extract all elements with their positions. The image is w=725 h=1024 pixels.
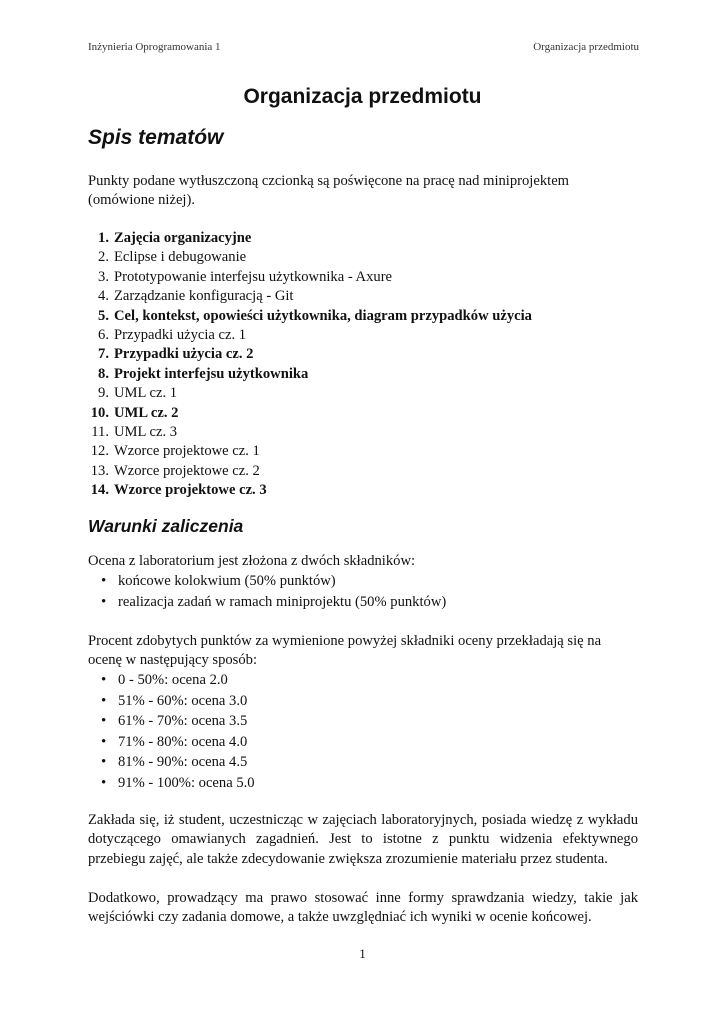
page-number: 1 bbox=[359, 946, 366, 961]
page-title: Organizacja przedmiotu bbox=[243, 85, 482, 108]
topic-number: 7. bbox=[98, 346, 109, 363]
topic-number: 10. bbox=[90, 404, 109, 421]
bullet-icon: • bbox=[101, 692, 107, 709]
topic-number: 6. bbox=[98, 327, 109, 344]
topic-item bbox=[88, 345, 532, 364]
bullet-text: 71% - 80%: ocena 4.0 bbox=[118, 733, 248, 750]
bullet-text: 51% - 60%: ocena 3.0 bbox=[118, 692, 248, 709]
topic-text: Zajęcia organizacyjne bbox=[114, 230, 252, 246]
topic-item bbox=[88, 365, 532, 384]
topic-number: 14. bbox=[90, 482, 109, 499]
topic-item bbox=[88, 462, 532, 481]
topic-text: Projekt interfejsu użytkownika bbox=[114, 365, 309, 382]
bullet-icon: • bbox=[101, 774, 107, 791]
bullet-text: 91% - 100%: ocena 5.0 bbox=[118, 774, 255, 791]
topic-number: 13. bbox=[90, 462, 109, 479]
grading-heading: Warunki zaliczenia bbox=[88, 516, 244, 536]
bullet-text: końcowe kolokwium (50% punktów) bbox=[118, 573, 336, 589]
topic-text: Przypadki użycia cz. 1 bbox=[114, 327, 247, 344]
topic-item bbox=[88, 481, 532, 500]
bullet-icon: • bbox=[101, 672, 107, 688]
bullet-text: 61% - 70%: ocena 3.5 bbox=[118, 713, 248, 730]
topic-number: 4. bbox=[98, 288, 109, 305]
topic-text: UML cz. 2 bbox=[114, 404, 179, 421]
topic-item bbox=[88, 307, 532, 326]
topic-text: Wzorce projektowe cz. 2 bbox=[114, 462, 260, 479]
topic-text: Prototypowanie interfejsu użytkownika - Axure bbox=[114, 268, 393, 285]
bullet-item bbox=[88, 732, 255, 753]
bullet-icon: • bbox=[101, 593, 107, 610]
bullet-item bbox=[88, 592, 446, 613]
topic-text: Wzorce projektowe cz. 1 bbox=[114, 443, 260, 460]
topic-number: 2. bbox=[98, 249, 109, 266]
topic-text: Przypadki użycia cz. 2 bbox=[114, 346, 254, 363]
bullet-item bbox=[88, 571, 446, 592]
bullet-text: 81% - 90%: ocena 4.5 bbox=[118, 754, 248, 771]
topic-item bbox=[88, 326, 532, 345]
topic-text: Eclipse i debugowanie bbox=[114, 249, 247, 266]
grading-intro: Ocena z laboratorium jest złożona z dwóch składników: bbox=[88, 553, 416, 569]
bullet-icon: • bbox=[101, 713, 107, 730]
topic-number: 12. bbox=[90, 443, 109, 460]
bullet-item bbox=[88, 711, 255, 732]
topic-item bbox=[88, 442, 532, 461]
topic-item bbox=[88, 384, 532, 403]
topic-text: UML cz. 1 bbox=[114, 385, 178, 402]
topic-number: 1. bbox=[98, 230, 109, 246]
topic-text: Wzorce projektowe cz. 3 bbox=[114, 482, 267, 499]
bullet-item bbox=[88, 670, 255, 691]
topic-item bbox=[88, 229, 532, 248]
topic-item bbox=[88, 248, 532, 267]
topic-item bbox=[88, 423, 532, 442]
running-header-right: Organizacja przedmiotu bbox=[533, 41, 639, 53]
topic-number: 9. bbox=[98, 385, 109, 402]
bullet-icon: • bbox=[101, 754, 107, 771]
running-header-left: Inżynieria Oprogramowania 1 bbox=[88, 41, 221, 53]
topic-item bbox=[88, 268, 532, 287]
topics-heading: Spis tematów bbox=[88, 126, 224, 149]
topic-text: Zarządzanie konfiguracją - Git bbox=[114, 288, 294, 305]
topic-item bbox=[88, 287, 532, 306]
topic-number: 11. bbox=[91, 424, 109, 441]
bullet-item bbox=[88, 752, 255, 773]
grading-components-list bbox=[88, 571, 446, 612]
topic-number: 3. bbox=[98, 268, 109, 285]
grading-scale-intro: Procent zdobytych punktów za wymienione powyżej składniki oceny przekładają się na ocenę w następujący sposób: bbox=[88, 633, 602, 669]
bullet-text: 0 - 50%: ocena 2.0 bbox=[118, 672, 228, 688]
grading-scale-list bbox=[88, 670, 255, 794]
topics-intro: Punkty podane wytłuszczoną czcionką są poświęcone na pracę nad miniprojektem (omówione niżej). bbox=[88, 173, 570, 209]
knowledge-paragraph: Zakłada się, iż student, uczestnicząc w zajęciach laboratoryjnych, posiada wiedzę z wykładu dotyczącego omawianych zagadnień. Jest to istotne z punktu widzenia efektywnego przebiegu zajęć, ale także zdecydowanie zwiększa zrozumienie materiału przez studenta. bbox=[88, 812, 638, 867]
topic-number: 8. bbox=[98, 365, 109, 382]
additional-paragraph: Dodatkowo, prowadzący ma prawo stosować inne formy sprawdzania wiedzy, takie jak wejściówki czy zadania domowe, a także uwzględniać ich wyniki w ocenie końcowej. bbox=[88, 890, 638, 926]
bullet-item bbox=[88, 773, 255, 794]
topic-list bbox=[88, 229, 532, 501]
bullet-item bbox=[88, 691, 255, 712]
topic-item bbox=[88, 404, 532, 423]
topic-text: Cel, kontekst, opowieści użytkownika, diagram przypadków użycia bbox=[114, 307, 532, 324]
bullet-text: realizacja zadań w ramach miniprojektu (50% punktów) bbox=[118, 593, 447, 610]
topic-number: 5. bbox=[98, 307, 109, 324]
bullet-icon: • bbox=[101, 733, 107, 750]
bullet-icon: • bbox=[101, 573, 107, 589]
topic-text: UML cz. 3 bbox=[114, 424, 178, 441]
